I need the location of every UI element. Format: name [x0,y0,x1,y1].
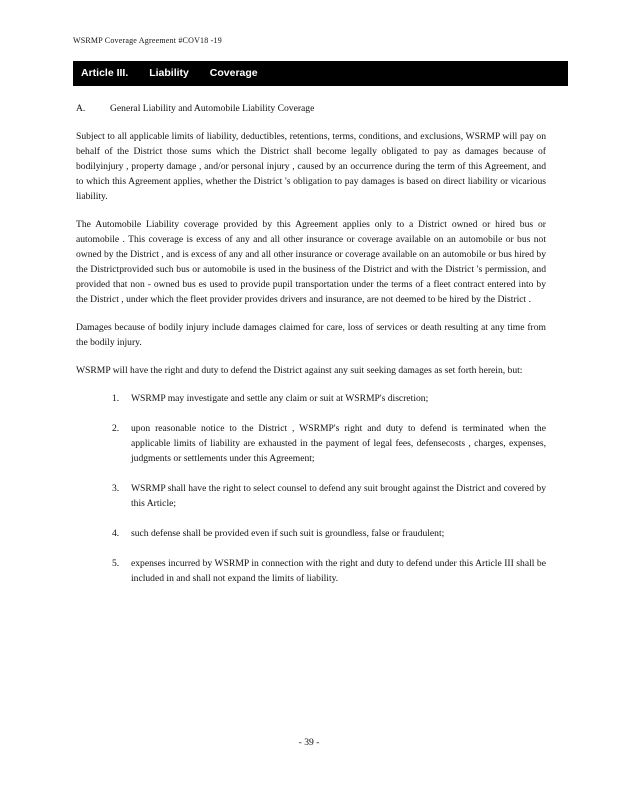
document-body [76,101,546,601]
list-item [76,556,546,586]
document-header: WSRMP Coverage Agreement #COV18 -19 [73,36,222,45]
list-item-text: such defense shall be provided even if such suit is groundless, false or fraudulent; [131,528,445,539]
paragraph-automobile-liability: The Automobile Liability coverage provided by this Agreement applies only to a District owned or hired bus or automobile . This coverage is excess of any and all other insurance or coverage available on an automobile or bus not owned by the District , and is excess of any and all other insurance or coverage available on an automobile or bus hired by the Districtprovided such bus or automobile is used in the business of the District and with the District 's permission, and provided that non - owned bus es used to provide pupil transportation under the terms of a fleet contract entered into by the District , under which the fleet provider provides drivers and insurance, are not deemed to be hired by the District . [76,219,546,305]
paragraph-coverage-terms: Subject to all applicable limits of liability, deductibles, retentions, terms, conditions, and exclusions, WSRMP will pay on behalf of the District those sums which the District shall become legally obligated to pay as damages because of bodilyinjury , property damage , and/or personal injury , caused by an occurrence during the term of this Agreement, and to which this Agreement applies, whether the District 's obligation to pay damages is based on direct liability or vicarious liability. [76,131,546,202]
section-heading [76,101,546,116]
list-item-text: WSRMP shall have the right to select counsel to defend any suit brought against the District and covered by this Article; [131,483,546,509]
list-item-text: expenses incurred by WSRMP in connection with the right and duty to defend under this Article III shall be included in and shall not expand the limits of liability. [131,558,546,584]
list-item [76,526,546,541]
article-heading-bar [73,61,568,86]
list-item-number: 3. [112,483,120,494]
list-item [76,391,546,406]
article-title-word-2: Coverage [209,67,258,79]
article-title-word-1: Liability [149,67,189,79]
list-item-number: 2. [112,423,120,434]
list-item [76,481,546,511]
section-title: General Liability and Automobile Liability Coverage [110,103,315,114]
list-item [76,421,546,466]
list-item-text: WSRMP may investigate and settle any claim or suit at WSRMP's discretion; [131,393,429,404]
paragraph-duty-to-defend: WSRMP will have the right and duty to defend the District against any suit seeking damages as set forth herein, but: [76,365,523,376]
page-number: - 39 - [298,737,320,748]
list-item-text: upon reasonable notice to the District , WSRMP's right and duty to defend is terminated when the applicable limits of liability are exhausted in the payment of legal fees, defensecosts , charges, expenses, judgments or settlements under this Agreement; [131,423,546,464]
list-item-number: 1. [112,393,120,404]
list-item-number: 5. [112,558,120,569]
list-item-number: 4. [112,528,120,539]
article-number: Article III. [81,67,129,79]
paragraph-bodily-injury-damages: Damages because of bodily injury include damages claimed for care, loss of services or death resulting at any time from the bodily injury. [76,322,546,348]
defense-conditions-list [76,391,546,586]
section-letter: A. [76,103,86,114]
